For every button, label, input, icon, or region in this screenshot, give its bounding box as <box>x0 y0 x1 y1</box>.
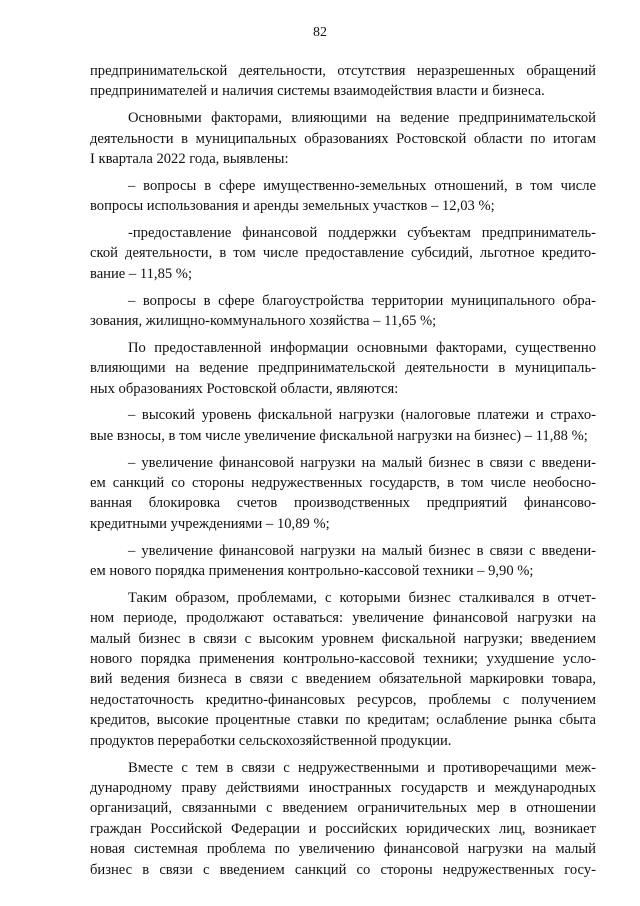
paragraph-line: вий ведения бизнеса в связи с введением обязательной маркировки товара, <box>90 671 596 688</box>
paragraph-line: – вопросы в сфере имущественно-земельных отношений, в том числе <box>128 177 596 194</box>
paragraph-line: зования, жилищно-коммунального хозяйства – 11,65 %; <box>90 313 437 330</box>
paragraph-line: – вопросы в сфере благоустройства территории муниципального обра- <box>128 292 596 309</box>
paragraph <box>90 61 596 102</box>
paragraph-line: малый бизнес в связи с высоким уровнем фискальной нагрузки; введением <box>90 630 596 647</box>
paragraph-line: кредитными учреждениями – 10,89 %; <box>90 515 330 532</box>
paragraph-line: вопросы использования и аренды земельных участков – 12,03 %; <box>90 198 495 215</box>
paragraph-line: организаций, связанными с введением ограничительных мер в отношении <box>90 800 596 817</box>
paragraph-line: – высокий уровень фискальной нагрузки (налоговые платежи и страхо- <box>128 407 596 424</box>
paragraph-line: вание – 11,85 %; <box>90 265 193 282</box>
paragraph-line: недостаточность кредитно-финансовых ресурсов, проблемы с получением <box>90 691 596 708</box>
paragraph-line: ном периоде, продолжают оставаться: увеличение финансовой нагрузки на <box>90 610 596 627</box>
paragraph-line: Основными факторами, влияющими на ведение предпринимательской <box>128 110 596 127</box>
paragraph-line: -предоставление финансовой поддержки субъектам предприниматель- <box>128 225 596 242</box>
paragraph <box>90 223 596 284</box>
paragraph <box>90 541 596 582</box>
document-body <box>90 61 596 886</box>
paragraph-line: деятельности в муниципальных образованиях Ростовской области по итогам <box>90 130 596 147</box>
paragraph-line: предпринимательской деятельности, отсутствия неразрешенных обращений <box>90 63 596 79</box>
paragraph-line: Вместе с тем в связи с недружественными и противоречащими меж- <box>128 759 596 776</box>
paragraph <box>90 176 596 217</box>
paragraph-line: кредитов, высокие процентные ставки по кредитам; ослабление рынка сбыта <box>90 712 596 729</box>
paragraph <box>90 453 596 535</box>
page-number: 82 <box>313 25 327 40</box>
paragraph-line: Таким образом, проблемами, с которыми бизнес сталкивался в отчет- <box>128 589 596 606</box>
paragraph <box>90 758 596 880</box>
paragraph-line: вые взносы, в том числе увеличение фискальной нагрузки на бизнес) – 11,88 %; <box>90 427 588 444</box>
paragraph-line: ем санкций со стороны недружественных государств, в том числе необосно- <box>90 475 596 492</box>
paragraph-line: ванная блокировка счетов производственных предприятий финансово- <box>90 495 596 512</box>
paragraph-line: – увеличение финансовой нагрузки на малый бизнес в связи с введени- <box>128 542 596 559</box>
paragraph-line: продуктов переработки сельскохозяйственной продукции. <box>90 732 452 749</box>
paragraph-line: влияющими на ведение предпринимательской деятельности в муниципаль- <box>90 360 596 377</box>
paragraph <box>90 291 596 332</box>
paragraph-line: предпринимателей и наличия системы взаимодействия власти и бизнеса. <box>90 83 545 100</box>
paragraph <box>90 405 596 446</box>
paragraph-line: I квартала 2022 года, выявлены: <box>90 151 289 168</box>
paragraph-line: – увеличение финансовой нагрузки на малый бизнес в связи с введени- <box>128 454 596 471</box>
paragraph-line: ской деятельности, в том числе предоставление субсидий, льготное кредито- <box>90 245 596 262</box>
paragraph-line: ных образованиях Ростовской области, являются: <box>90 380 399 397</box>
paragraph-line: ем нового порядка применения контрольно-кассовой техники – 9,90 %; <box>90 563 534 580</box>
paragraph-line: новая системная проблема по увеличению финансовой нагрузки на малый <box>90 841 596 858</box>
paragraph-line: нового порядка применения контрольно-кассовой техники; ухудшение усло- <box>90 651 596 668</box>
paragraph <box>90 588 596 751</box>
paragraph <box>90 108 596 169</box>
paragraph-line: дународному праву действиями иностранных государств и международных <box>90 779 596 796</box>
paragraph-line: По предоставленной информации основными факторами, существенно <box>128 339 596 356</box>
paragraph <box>90 338 596 399</box>
paragraph-line: бизнес в связи с введением санкций со стороны недружественных госу- <box>90 861 596 878</box>
paragraph-line: граждан Российской Федерации и российских юридических лиц, возникает <box>90 820 596 837</box>
